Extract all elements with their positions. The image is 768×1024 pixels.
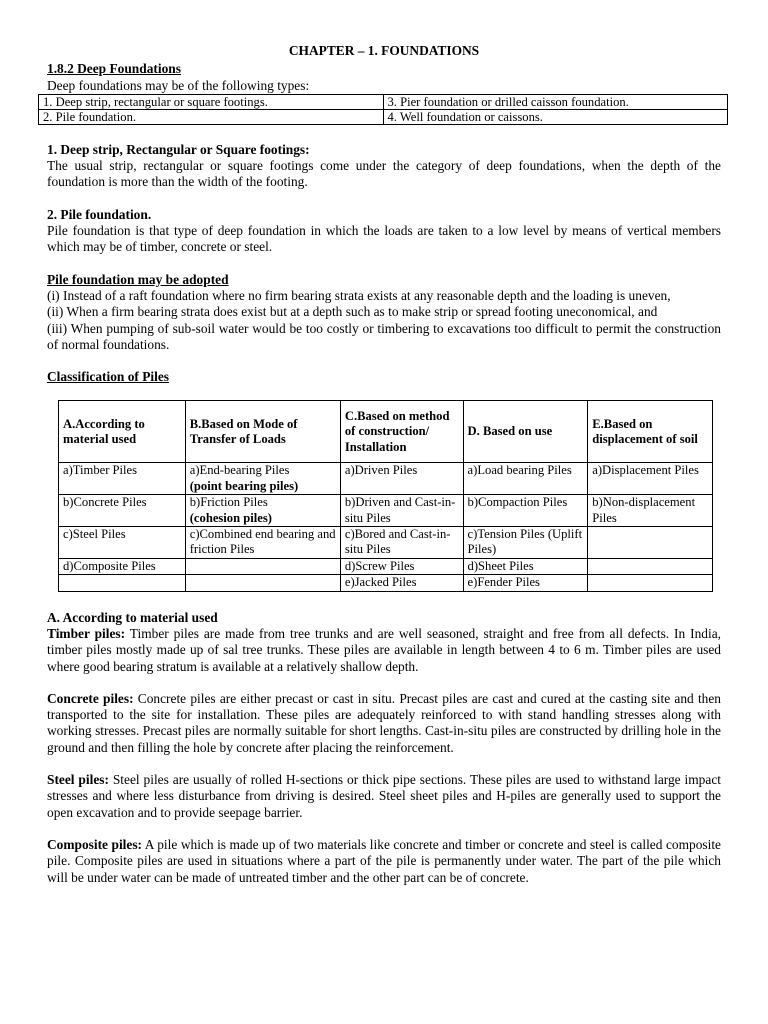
table-cell (185, 558, 340, 574)
table-row (39, 109, 728, 124)
paragraph-term: Composite piles: (47, 836, 143, 852)
table-cell: a)Displacement Piles (588, 463, 713, 495)
adopted-item: (i) Instead of a raft foundation where no firm bearing strata exists at any reasonable depth and the loading is uneven, (47, 287, 671, 303)
adopted-item: (iii) When pumping of sub-soil water would be too costly or timbering to excavations too difficult to permit the construction of normal foundations. (47, 320, 721, 352)
adopted-item: (ii) When a firm bearing strata does exist but at a depth such as to make strip or spread footing uneconomical, and (47, 304, 658, 320)
paragraph-term: Concrete piles: (47, 690, 134, 706)
table-cell (588, 558, 713, 574)
type-cell: 3. Pier foundation or drilled caisson foundation. (383, 94, 728, 109)
paragraph-text: Timber piles are made from tree trunks and are well seasoned, straight and free from all defects. In India, timber piles mostly made up of sal tree trunks. These piles are available in length between 4 to 6 m. Timber piles are used where good bearing stratum is available at a relatively shallow depth. (47, 626, 721, 674)
cell-note: (cohesion piles) (189, 510, 272, 525)
document-page (43, 43, 721, 886)
paragraph-text: A pile which is made up of two materials like concrete and timber or concrete and steel is called composite pile. Composite piles are used in situations where a part of the pile is permanently under water. The part of the pile which will be under water can be made of untreated timber and the other part can be of concrete. (47, 836, 721, 885)
section-intro: Deep foundations may be of the following types: (47, 77, 310, 93)
composite-paragraph (47, 837, 721, 886)
material-heading: A. According to material used (47, 609, 218, 625)
table-cell: b)Non-displacement Piles (588, 495, 713, 527)
table-cell: c)Combined end bearing and friction Piles (185, 527, 340, 559)
column-header: D. Based on use (463, 401, 588, 463)
table-cell: e)Jacked Piles (340, 575, 463, 591)
adopted-heading: Pile foundation may be adopted (47, 271, 229, 287)
paragraph-text: Concrete piles are either precast or cast in situ. Precast piles are cast and cured at the casting site and then transported to the site for installation. These piles are adequately reinforced to with stand handling stresses along with working stresses. Precast piles are normally suitable for short lengths. Cast-in-situ piles are constructed by drilling hole in the ground and then filling the hole by concrete after placing the reinforcement. (47, 690, 721, 755)
table-cell: d)Screw Piles (340, 558, 463, 574)
column-header: B.Based on Mode of Transfer of Loads (185, 401, 340, 463)
column-header: E.Based on displacement of soil (588, 401, 713, 463)
cell-text: b)Friction Piles (189, 495, 268, 510)
type-cell: 4. Well foundation or caissons. (383, 109, 728, 124)
table-cell: b)Concrete Piles (59, 495, 186, 527)
table-cell (185, 463, 340, 495)
classification-heading: Classification of Piles (47, 369, 169, 385)
table-row (59, 575, 713, 591)
table-row (59, 495, 713, 527)
type-cell: 1. Deep strip, rectangular or square footings. (39, 94, 384, 109)
table-cell: b)Driven and Cast-in-situ Piles (340, 495, 463, 527)
deep-strip-heading: 1. Deep strip, Rectangular or Square footings: (47, 141, 310, 157)
type-cell: 2. Pile foundation. (39, 109, 384, 124)
cell-text: a)End-bearing Piles (189, 463, 290, 478)
timber-paragraph (47, 626, 721, 675)
pile-classification-table (58, 400, 713, 591)
column-header: A.According to material used (59, 401, 186, 463)
table-cell (588, 527, 713, 559)
table-cell (588, 575, 713, 591)
table-cell (185, 495, 340, 527)
table-cell (59, 575, 186, 591)
table-row (59, 527, 713, 559)
pile-foundation-text: Pile foundation is that type of deep foundation in which the loads are taken to a low level by means of vertical members which may be of timber, concrete or steel. (47, 223, 721, 255)
table-cell: a)Timber Piles (59, 463, 186, 495)
concrete-paragraph (47, 691, 721, 756)
table-cell: c)Bored and Cast-in-situ Piles (340, 527, 463, 559)
table-cell: e)Fender Piles (463, 575, 588, 591)
table-header-row (59, 401, 713, 463)
table-cell: a)Driven Piles (340, 463, 463, 495)
table-cell (185, 575, 340, 591)
cell-note: (point bearing piles) (189, 478, 299, 493)
paragraph-term: Timber piles: (47, 626, 126, 641)
table-cell: a)Load bearing Piles (463, 463, 588, 495)
table-row (59, 558, 713, 574)
table-row (39, 94, 728, 109)
paragraph-text: Steel piles are usually of rolled H-sections or thick pipe sections. These piles are used to withstand large impact stresses and where less disturbance from driving is desired. Steel sheet piles and H-piles are generally used to support the open excavation and to provide seepage barrier. (47, 772, 721, 820)
steel-paragraph (47, 772, 721, 821)
table-cell: c)Tension Piles (Uplift Piles) (463, 527, 588, 559)
deep-strip-text: The usual strip, rectangular or square footings come under the category of deep foundations, when the depth of the foundation is more than the width of the footing. (47, 158, 721, 190)
table-row (59, 463, 713, 495)
table-cell: c)Steel Piles (59, 527, 186, 559)
section-heading: 1.8.2 Deep Foundations (47, 61, 181, 77)
foundation-types-table (38, 94, 728, 125)
column-header: C.Based on method of construction/ Installation (340, 401, 463, 463)
paragraph-term: Steel piles: (47, 772, 109, 788)
chapter-title: CHAPTER – 1. FOUNDATIONS (288, 43, 480, 58)
table-cell: b)Compaction Piles (463, 495, 588, 527)
table-cell: d)Composite Piles (59, 558, 186, 574)
pile-foundation-heading: 2. Pile foundation. (47, 206, 152, 222)
table-cell: d)Sheet Piles (463, 558, 588, 574)
